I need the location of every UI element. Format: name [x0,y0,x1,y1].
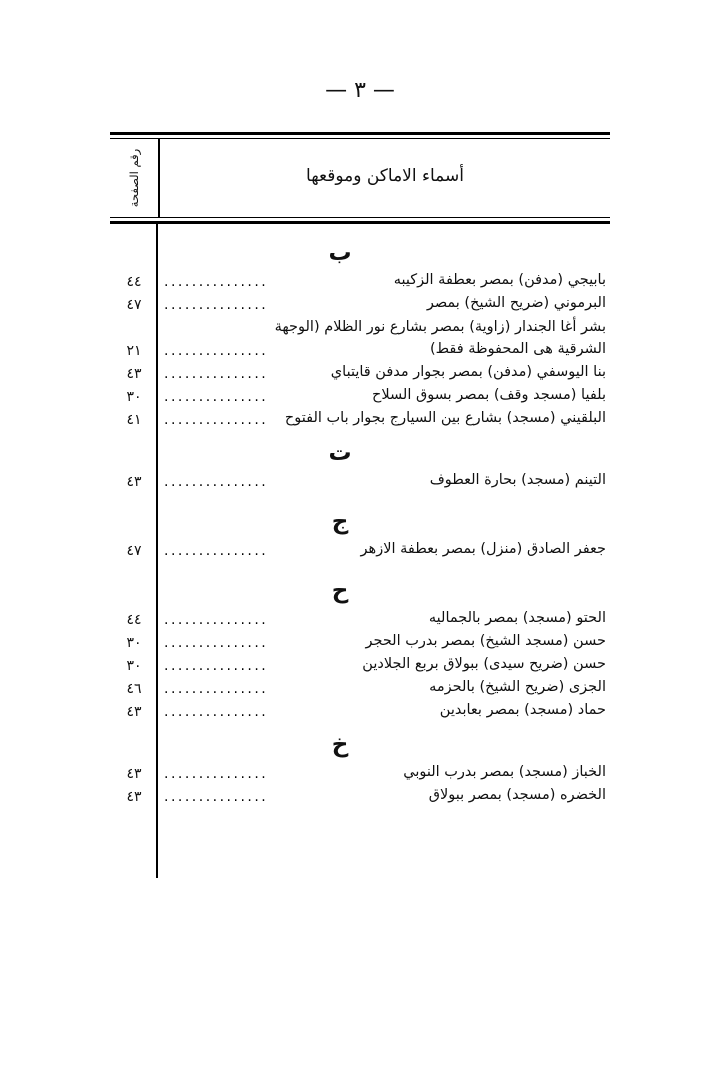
list-item [110,385,610,407]
spacer [110,493,610,499]
entry-page-number: ٤٣ [126,788,142,805]
leader-dots: ............... [164,342,269,359]
entry-page-number: ٢١ [126,342,142,359]
list-item [110,539,610,561]
entry-text: بشر أغا الجندار (زاوية) بمصر بشارع نور الظلام (الوجهة الشرقية هى المحفوظة فقط) [274,319,606,358]
leader-dots: ............... [164,274,269,290]
entry-page-number: ٤٣ [126,703,142,720]
entry-text: حسن (مسجد الشيخ) بمصر بدرب الحجر [365,633,606,650]
list-item [110,700,610,722]
list-item [110,677,610,699]
list-item [110,470,610,492]
entry-text: الخضره (مسجد) بمصر ببولاق [428,787,606,804]
entry-text: التينم (مسجد) بحارة العطوف [429,472,606,489]
list-item [110,762,610,784]
list-item [110,785,610,807]
entry-page-number: ٤٧ [126,542,142,559]
table-top-rule [110,132,610,139]
section-letter: ح [331,577,349,604]
section-letter: خ [331,731,349,758]
table-column-divider [156,224,158,878]
spacer [110,562,610,568]
section-letter: ج [331,508,349,535]
leader-dots: ............... [164,297,269,313]
leader-dots: ............... [164,411,269,428]
entry-page-number: ٣٠ [126,657,142,674]
header-page-column [110,139,160,217]
entry-text: بابيجي (مدفن) بمصر بعطفة الزكيبه [393,272,606,289]
section-letter: ت [328,439,352,466]
entry-page-number: ٤١ [126,411,142,428]
entry-text: الحتو (مسجد) بمصر بالجماليه [428,610,606,627]
leader-dots: ............... [164,703,269,720]
leader-dots: ............... [164,765,269,782]
leader-dots: ............... [164,542,269,559]
entry-text: البلقيني (مسجد) بشارع بين السيارج بجوار باب الفتوح [284,410,606,427]
leader-dots: ............... [164,611,269,628]
entry-text: الجزى (ضريح الشيخ) بالحزمه [429,679,606,696]
leader-dots: ............... [164,473,269,490]
table-body [110,224,610,878]
entry-text: الخباز (مسجد) بمصر بدرب النوبي [403,764,606,781]
leader-dots: ............... [164,365,269,382]
entry-page-number: ٣٠ [126,388,142,405]
entry-text: بلفيا (مسجد وقف) بمصر بسوق السلاح [371,387,606,404]
entry-page-number: ٤٤ [126,611,142,628]
entry-page-number: ٤٣ [126,365,142,382]
leader-dots: ............... [164,788,269,805]
entry-text: البرموني (ضريح الشيخ) بمصر [426,295,606,312]
header-names-column: أسماء الاماكن وموقعها [306,166,464,186]
page-number: — ٣ — [325,78,395,103]
section-letter: ب [328,240,352,266]
list-item [110,362,610,384]
entry-text: بنا اليوسفي (مدفن) بمصر بجوار مدفن قايتباي [330,364,606,381]
entry-text: حماد (مسجد) بمصر بعابدين [439,702,606,719]
entry-page-number: ٤٧ [126,297,142,313]
table-header-row [110,139,610,217]
list-item [110,608,610,630]
list-item [110,654,610,676]
entry-page-number: ٤٣ [126,473,142,490]
list-item [110,270,610,292]
entry-page-number: ٤٤ [126,274,142,290]
leader-dots: ............... [164,680,269,697]
header-page-column-label: رقم الصفحة [126,148,141,208]
entry-page-number: ٣٠ [126,634,142,651]
entry-text: حسن (ضريح سيدى) ببولاق بربع الجلادين [362,656,606,673]
entry-text: جعفر الصادق (منزل) بمصر بعطفة الازهر [360,541,606,558]
list-item [110,293,610,315]
list-item [110,316,610,361]
entry-page-number: ٤٣ [126,765,142,782]
entry-page-number: ٤٦ [126,680,142,697]
index-table [110,132,610,878]
leader-dots: ............... [164,657,269,674]
leader-dots: ............... [164,388,269,405]
leader-dots: ............... [164,634,269,651]
list-item [110,631,610,653]
list-item [110,408,610,430]
table-header-rule [110,217,610,224]
